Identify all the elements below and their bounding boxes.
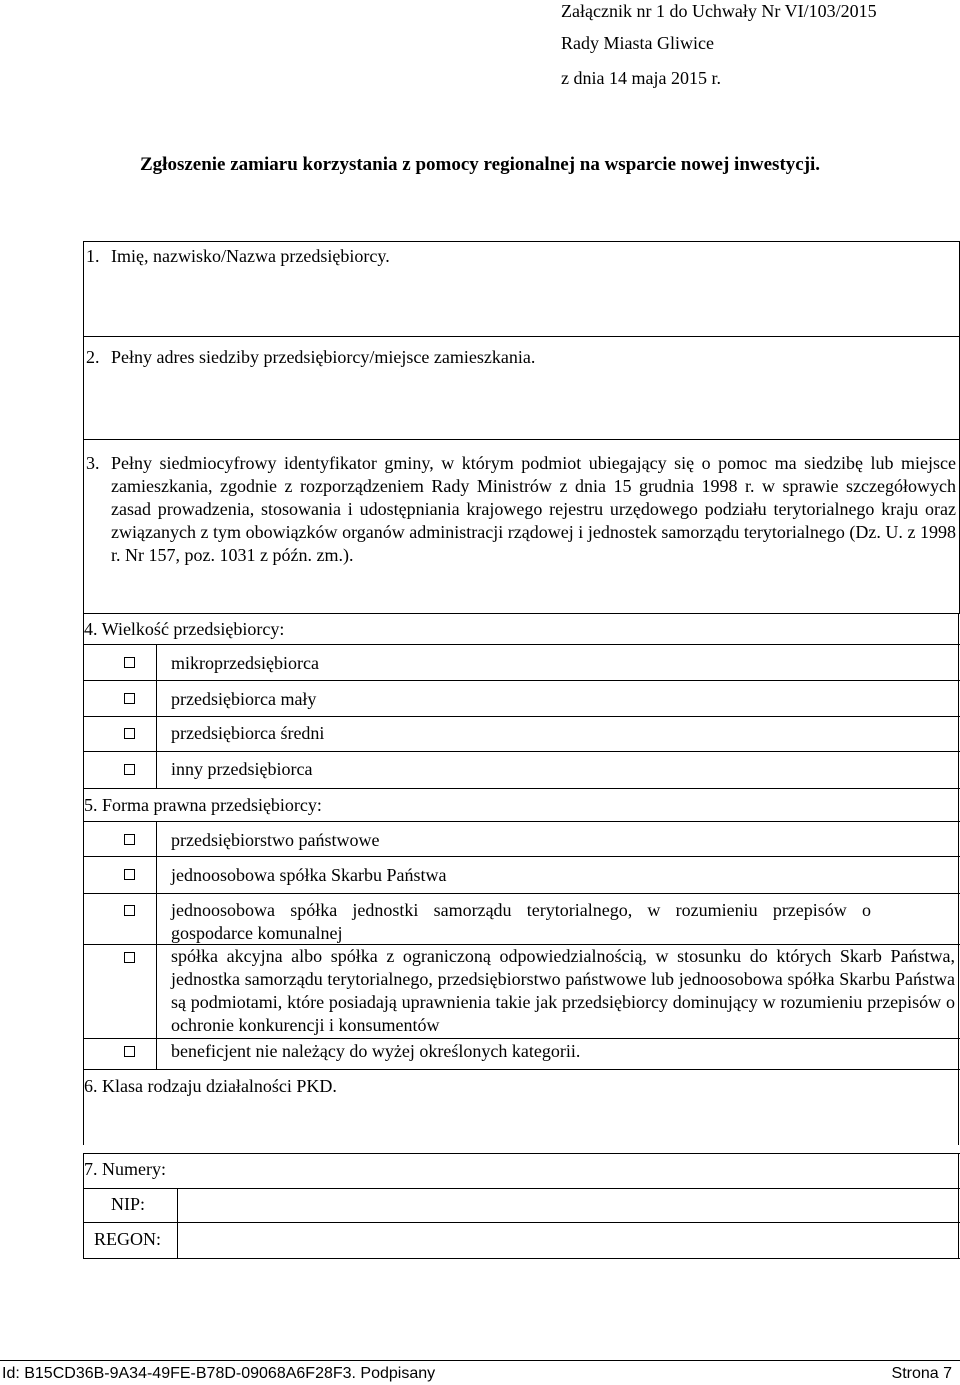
section-6-label[interactable]: 6. Klasa rodzaju działalności PKD. bbox=[84, 1076, 337, 1096]
section-2-number: 2. bbox=[86, 347, 100, 367]
size-micro-label: mikroprzedsiębiorca bbox=[171, 653, 319, 673]
left-border bbox=[83, 1153, 84, 1259]
divider bbox=[156, 821, 157, 1070]
size-micro-checkbox[interactable] bbox=[124, 657, 135, 668]
attachment-header-line1: Załącznik nr 1 do Uchwały Nr VI/103/2015 bbox=[561, 1, 877, 21]
nip-label: NIP: bbox=[111, 1194, 146, 1214]
divider bbox=[84, 751, 960, 752]
footer-document-id: Id: B15CD36B-9A34-49FE-B78D-09068A6F28F3. Podpisany bbox=[2, 1365, 436, 1382]
divider bbox=[84, 1069, 960, 1070]
size-medium-label: przedsiębiorca średni bbox=[171, 723, 325, 743]
divider bbox=[84, 1258, 960, 1259]
section-4-label: 4. Wielkość przedsiębiorcy: bbox=[84, 619, 285, 639]
section-3-text[interactable]: Pełny siedmiocyfrowy identyfikator gminy, w którym podmiot ubiegający się o pomoc ma siedzibę lub miejsce zamieszkania, zgodnie z rozporządzeniem Rady Ministrów z dnia 15 grudnia 1998 r. w sprawie szczegółowych zasad prowadzenia, stosowania i udostępniania krajowego rejestru urzędowego podziału terytorialnego kraju oraz związanych z tym obowiązków organów administracji rządowej i jednostek samorządu terytorialnego (Dz. U. z 1998 r. Nr 157, poz. 1031 z późn. zm.). bbox=[111, 453, 956, 565]
section-7-label: 7. Numery: bbox=[84, 1159, 166, 1179]
size-other-label: inny przedsiębiorca bbox=[171, 759, 313, 779]
form-state-enterprise-label: przedsiębiorstwo państwowe bbox=[171, 830, 380, 850]
divider bbox=[84, 1188, 960, 1189]
divider bbox=[177, 1188, 178, 1259]
form-local-gov-company-label: jednoosobowa spółka jednostki samorządu terytorialnego, w rozumieniu przepisów o gospodarce komunalnej bbox=[171, 900, 871, 943]
divider bbox=[84, 644, 960, 645]
divider bbox=[84, 1222, 960, 1223]
regon-label: REGON: bbox=[94, 1229, 161, 1249]
form-other-beneficiary-checkbox[interactable] bbox=[124, 1046, 135, 1057]
section-1-number: 1. bbox=[86, 246, 100, 266]
section-5-label: 5. Forma prawna przedsiębiorcy: bbox=[84, 795, 322, 815]
form-treasury-company-checkbox[interactable] bbox=[124, 869, 135, 880]
right-border bbox=[958, 1153, 959, 1259]
size-other-checkbox[interactable] bbox=[124, 764, 135, 775]
regon-field[interactable] bbox=[180, 1224, 956, 1257]
form-local-gov-company-checkbox[interactable] bbox=[124, 905, 135, 916]
section-1-label[interactable]: Imię, nazwisko/Nazwa przedsiębiorcy. bbox=[111, 246, 390, 266]
nip-field[interactable] bbox=[180, 1190, 956, 1221]
divider bbox=[84, 893, 960, 894]
form-state-enterprise-checkbox[interactable] bbox=[124, 834, 135, 845]
section-3-number: 3. bbox=[86, 453, 100, 473]
form-treasury-company-label: jednoosobowa spółka Skarbu Państwa bbox=[171, 865, 447, 885]
attachment-header-line2: Rady Miasta Gliwice bbox=[561, 33, 714, 53]
footer-divider bbox=[0, 1360, 960, 1361]
divider bbox=[84, 1038, 960, 1039]
divider bbox=[84, 821, 960, 822]
divider bbox=[84, 788, 960, 789]
section-2-label[interactable]: Pełny adres siedziby przedsiębiorcy/miejsce zamieszkania. bbox=[111, 347, 536, 367]
form-other-beneficiary-label: beneficjent nie należący do wyżej określonych kategorii. bbox=[171, 1041, 581, 1061]
size-medium-checkbox[interactable] bbox=[124, 728, 135, 739]
divider bbox=[84, 1153, 960, 1154]
form-joint-stock-llc-label: spółka akcyjna albo spółka z ograniczoną odpowiedzialnością, w stosunku do których Skarb Państwa, jednostka samorządu terytorialnego, przedsiębiorstwo państwowe lub jednoosobowa spółka Skarbu Państwa są podmiotami, które posiadają uprawnienia takie jak przedsiębiorcy dominujący w rozumieniu przepisów o ochronie konkurencji i konsumentów bbox=[171, 946, 955, 1035]
left-border bbox=[83, 613, 84, 1145]
footer-page-number: Strona 7 bbox=[891, 1365, 952, 1382]
divider bbox=[84, 856, 960, 857]
right-border bbox=[958, 613, 959, 1145]
size-small-label: przedsiębiorca mały bbox=[171, 689, 317, 709]
size-small-checkbox[interactable] bbox=[124, 693, 135, 704]
document-title: Zgłoszenie zamiaru korzystania z pomocy regionalnej na wsparcie nowej inwestycji. bbox=[140, 154, 821, 175]
attachment-header-date: z dnia 14 maja 2015 r. bbox=[561, 68, 721, 88]
divider bbox=[84, 680, 960, 681]
divider bbox=[84, 716, 960, 717]
form-joint-stock-llc-checkbox[interactable] bbox=[124, 952, 135, 963]
